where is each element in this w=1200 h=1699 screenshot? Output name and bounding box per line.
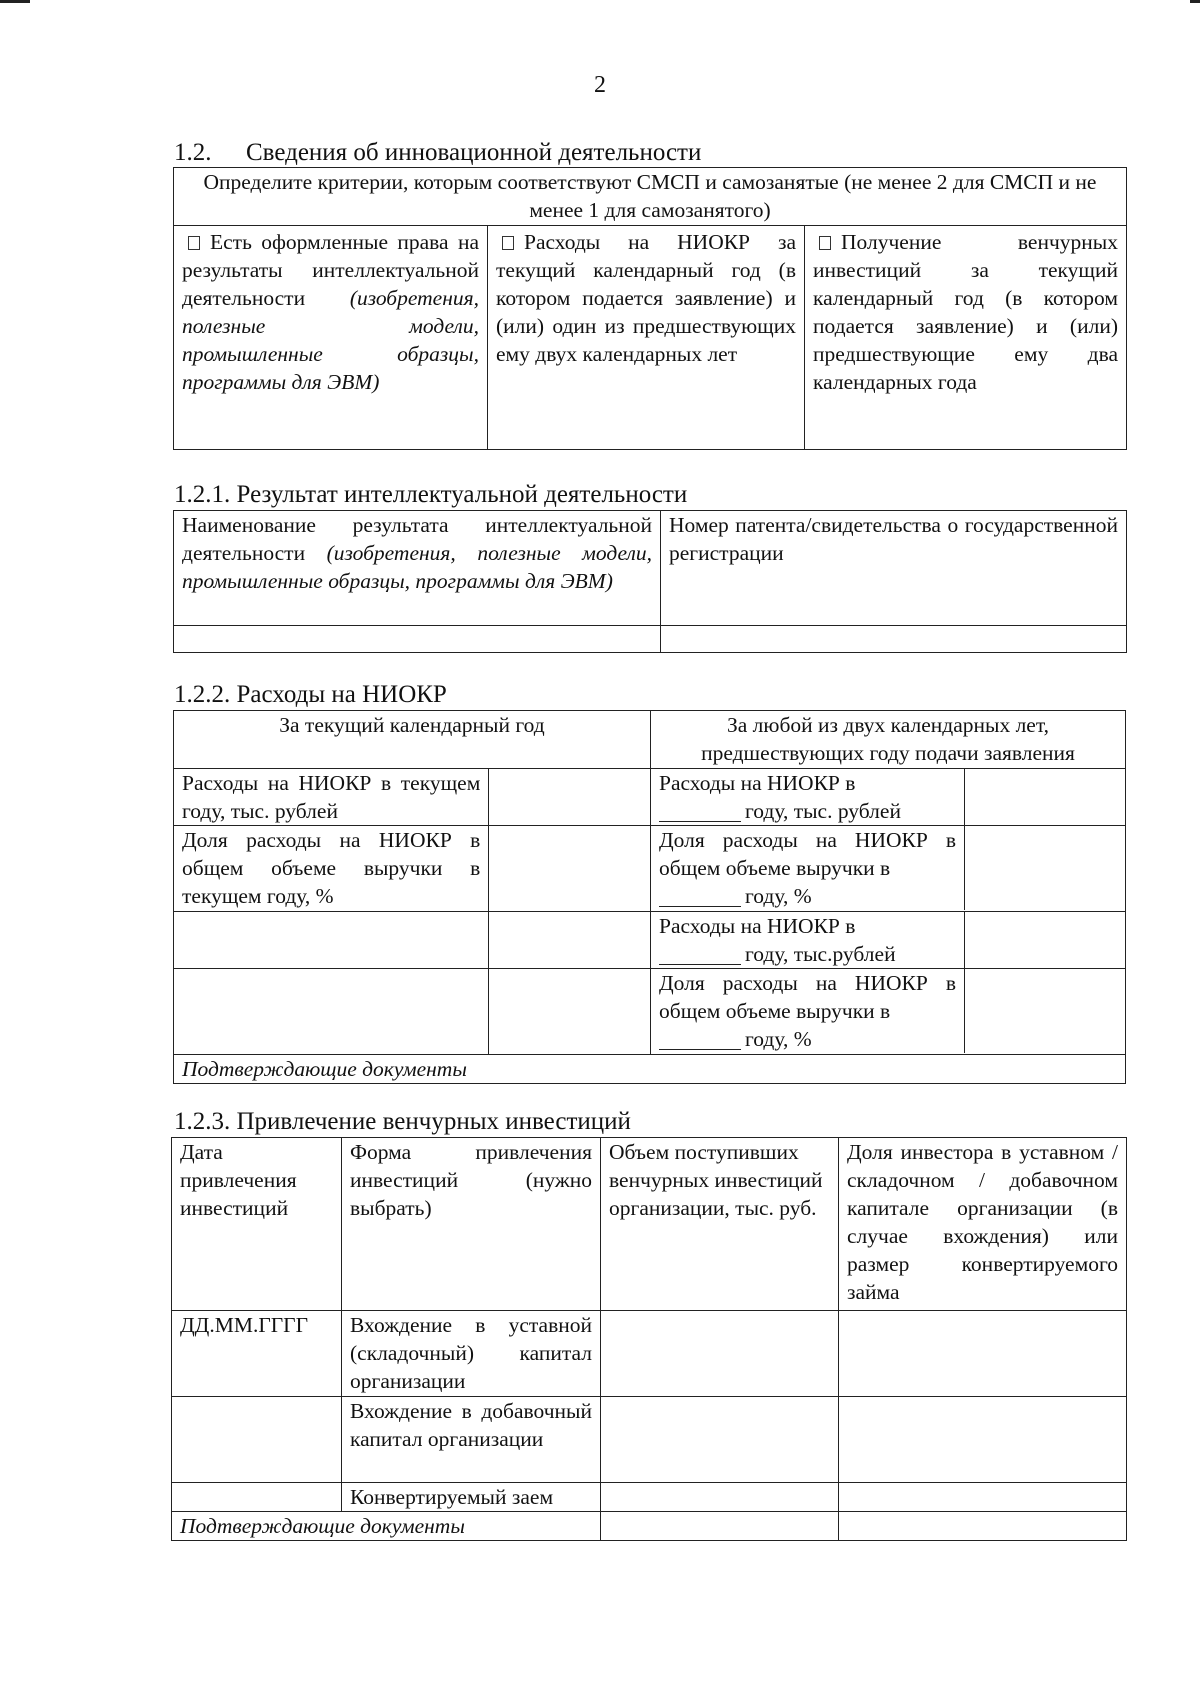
criterion-ip-rights[interactable] [174, 226, 488, 450]
prev-expenses-2-label [651, 912, 965, 968]
prev-expenses-1-unit: году, тыс. рублей [745, 799, 901, 823]
prev-share-2-unit: году, % [745, 1027, 812, 1051]
criterion-rnd-expenses[interactable] [488, 226, 805, 450]
year-blank[interactable] [659, 886, 741, 907]
ip-result-name-label: Наименование результата интеллектуальной деятельности [182, 513, 652, 565]
patent-number-header: Номер патента/свидетельства о государственной регистрации [661, 511, 1127, 626]
empty-cell [174, 912, 489, 969]
current-expenses-value[interactable] [489, 769, 651, 826]
current-expenses-label: Расходы на НИОКР в текущем году, тыс. рублей [174, 769, 489, 826]
year-blank[interactable] [659, 944, 741, 965]
header-date: Дата привлечения инвестиций [172, 1138, 342, 1311]
checkbox-icon[interactable] [502, 236, 514, 250]
section-1-2-number: 1.2. [174, 139, 212, 166]
share-cell[interactable] [839, 1397, 1127, 1483]
form-option-charter-capital[interactable]: Вхождение в уставной (складочный) капитал организации [342, 1311, 601, 1397]
share-cell[interactable] [839, 1483, 1127, 1512]
ip-result-name-cell[interactable] [174, 626, 661, 653]
criterion-venture[interactable] [805, 226, 1127, 450]
ip-result-name-examples: (изобретения, полезные модели, промышленные образцы, программы для ЭВМ) [182, 541, 652, 593]
scan-mark-right [1190, 0, 1200, 3]
prev-share-1-label [651, 826, 965, 910]
header-share: Доля инвестора в уставном / складочном / добавочном капитале организации (в случае вхождения) или размер конвертируемого займа [839, 1138, 1127, 1311]
header-amount: Объем поступивших венчурных инвестиций организации, тыс. руб. [601, 1138, 839, 1311]
section-1-2-title: Сведения об инновационной деятельности [246, 139, 702, 166]
ip-result-name-header [174, 511, 661, 626]
ip-results-table [173, 510, 1127, 653]
previous-years-header: За любой из двух календарных лет, предшествующих году подачи заявления [651, 711, 1126, 769]
supporting-docs-amount-cell[interactable] [601, 1512, 839, 1541]
criteria-header: Определите критерии, которым соответствуют СМСП и самозанятые (не менее 2 для СМСП и не менее 1 для самозанятого) [174, 168, 1127, 226]
rnd-supporting-docs[interactable]: Подтверждающие документы [174, 1055, 1126, 1084]
criterion-venture-text: Получение венчурных инвестиций за текущий календарный год (в котором подается заявление) и (или) предшествующие ему два календарных года [813, 230, 1118, 394]
empty-cell [489, 912, 651, 969]
prev-expenses-2-text: Расходы на НИОКР в [659, 914, 856, 938]
section-1-2-1-heading: 1.2.1. Результат интеллектуальной деятельности [174, 481, 688, 508]
checkbox-icon[interactable] [819, 236, 831, 250]
patent-number-cell[interactable] [661, 626, 1127, 653]
amount-cell[interactable] [601, 1311, 839, 1397]
amount-cell[interactable] [601, 1397, 839, 1483]
share-cell[interactable] [839, 1311, 1127, 1397]
venture-investments-table [171, 1137, 1127, 1541]
prev-share-1-row [651, 826, 1126, 912]
innovation-criteria-table [173, 167, 1127, 450]
criterion-ip-rights-text: Есть оформленные права на результаты интеллектуальной деятельности [182, 230, 479, 310]
venture-supporting-docs[interactable]: Подтверждающие документы [172, 1512, 601, 1541]
year-blank[interactable] [659, 801, 741, 822]
prev-share-2-row [651, 969, 1126, 1055]
rnd-expenses-table [173, 710, 1126, 1084]
criterion-ip-rights-examples: (изобретения, полезные модели, промышленные образцы, программы для ЭВМ) [182, 286, 479, 394]
section-1-2-3-heading: 1.2.3. Привлечение венчурных инвестиций [174, 1108, 631, 1135]
prev-expenses-1-value[interactable] [965, 769, 1125, 825]
current-year-header: За текущий календарный год [174, 711, 651, 769]
date-cell[interactable]: ДД.ММ.ГГГГ [172, 1311, 342, 1397]
form-option-additional-capital[interactable]: Вхождение в добавочный капитал организации [342, 1397, 601, 1483]
supporting-docs-share-cell[interactable] [839, 1512, 1127, 1541]
date-cell[interactable] [172, 1397, 342, 1483]
criterion-rnd-expenses-text: Расходы на НИОКР за текущий календарный год (в котором подается заявление) и (или) один из предшествующих ему двух календарных лет [496, 230, 796, 366]
current-share-value[interactable] [489, 826, 651, 912]
current-share-label: Доля расходы на НИОКР в общем объеме выручки в текущем году, % [174, 826, 489, 912]
section-1-2-2-heading: 1.2.2. Расходы на НИОКР [174, 681, 447, 708]
prev-expenses-1-text: Расходы на НИОКР в [659, 771, 856, 795]
prev-share-1-value[interactable] [965, 826, 1125, 910]
amount-cell[interactable] [601, 1483, 839, 1512]
scan-mark-left [0, 0, 30, 3]
empty-cell [489, 969, 651, 1055]
prev-expenses-2-value[interactable] [965, 912, 1125, 968]
prev-expenses-2-unit: году, тыс.рублей [745, 942, 896, 966]
prev-share-2-label [651, 969, 965, 1053]
prev-share-1-unit: году, % [745, 884, 812, 908]
prev-expenses-1-label [651, 769, 965, 825]
form-option-convertible-loan[interactable]: Конвертируемый заем [342, 1483, 601, 1512]
section-1-2-heading [174, 139, 701, 167]
header-form: Форма привлечения инвестиций (нужно выбрать) [342, 1138, 601, 1311]
prev-share-2-value[interactable] [965, 969, 1125, 1053]
checkbox-icon[interactable] [188, 236, 200, 250]
prev-share-1-text: Доля расходы на НИОКР в общем объеме выручки в [659, 828, 956, 880]
prev-share-2-text: Доля расходы на НИОКР в общем объеме выручки в [659, 971, 956, 1023]
prev-expenses-1-row [651, 769, 1126, 826]
date-cell[interactable] [172, 1483, 342, 1512]
empty-cell [174, 969, 489, 1055]
page-number: 2 [594, 72, 606, 98]
prev-expenses-2-row [651, 912, 1126, 969]
year-blank[interactable] [659, 1029, 741, 1050]
